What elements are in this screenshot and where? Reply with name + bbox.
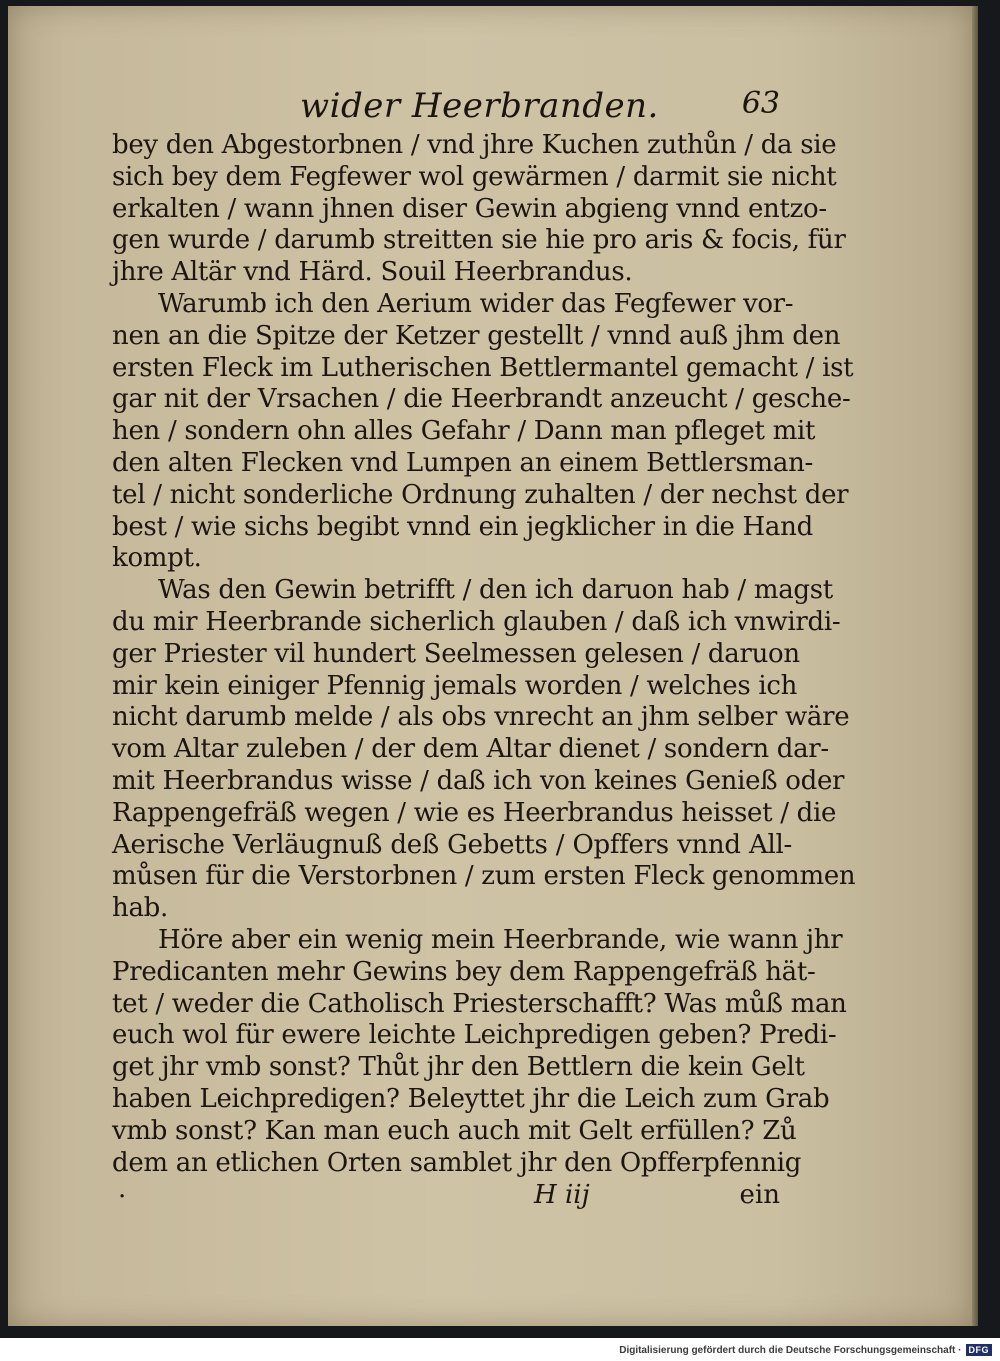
text-line: get jhr vmb sonst? Thůt jhr den Bettlern die kein Gelt [112, 1052, 805, 1083]
text-line: erkalten / wann jhnen diser Gewin abgieng vnnd entzo- [112, 193, 827, 224]
page-number: 63 [741, 86, 780, 121]
text-line: Höre aber ein wenig mein Heerbrande, wie wann jhr [158, 924, 843, 955]
page-footer [112, 1180, 792, 1216]
text-line: best / wie sichs begibt vnnd ein jegklicher in die Hand [112, 511, 813, 542]
text-line: sich bey dem Fegfewer wol gewärmen / darmit sie nicht [112, 161, 837, 192]
text-line: dem an etlichen Orten samblet jhr den Opfferpfennig [112, 1147, 802, 1178]
text-line: den alten Flecken vnd Lumpen an einem Bettlersman- [112, 447, 814, 478]
page-header [300, 84, 780, 124]
digitization-credit [619, 1342, 992, 1358]
page-edge [972, 6, 978, 1326]
text-line: gar nit der Vrsachen / die Heerbrandt anzeucht / gesche- [112, 384, 851, 415]
text-line: vmb sonst? Kan man euch auch mit Gelt erfüllen? Zů [112, 1115, 797, 1146]
text-line: hab. [112, 893, 168, 924]
text-line: kompt. [112, 543, 202, 574]
text-line: ger Priester vil hundert Seelmessen gelesen / daruon [112, 638, 800, 669]
text-line: mir kein einiger Pfennig jemals worden / welches ich [112, 670, 798, 701]
text-line: Rappengefräß wegen / wie es Heerbrandus heisset / die [112, 797, 837, 828]
dfg-logo-icon: DFG [966, 1344, 993, 1356]
text-line: ersten Fleck im Lutherischen Bettlermantel gemacht / ist [112, 352, 854, 383]
text-line: Was den Gewin betrifft / den ich daruon hab / magst [158, 575, 833, 606]
text-line: bey den Abgestorbnen / vnd jhre Kuchen zuthůn / da sie [112, 130, 837, 160]
text-line: tet / weder die Catholisch Priesterschafft? Was můß man [112, 988, 847, 1019]
text-line: mit Heerbrandus wisse / daß ich von keines Genieß oder [112, 765, 845, 796]
text-line: euch wol für ewere leichte Leichpredigen geben? Predi- [112, 1020, 837, 1051]
text-line: nicht darumb melde / als obs vnrecht an jhm selber wäre [112, 702, 850, 733]
footer-mark: · [118, 1182, 127, 1212]
credit-text: Digitalisierung gefördert durch die Deutsche Forschungsgemeinschaft · [619, 1344, 962, 1356]
text-line: tel / nicht sonderliche Ordnung zuhalten / der nechst der [112, 479, 849, 510]
body-text [112, 130, 856, 1179]
running-title: wider Heerbranden. [300, 86, 659, 126]
text-line: du mir Heerbrande sicherlich glauben / daß ich vnwirdi- [112, 606, 841, 637]
text-line: haben Leichpredigen? Beleyttet jhr die Leich zum Grab [112, 1083, 830, 1114]
signature-mark: H iij [534, 1180, 590, 1210]
text-line: Aerische Verläugnuß deß Gebetts / Opffers vnnd All- [112, 829, 792, 860]
catchword: ein [739, 1180, 780, 1210]
text-line: Predicanten mehr Gewins bey dem Rappengefräß hät- [112, 956, 816, 987]
text-line: Warumb ich den Aerium wider das Fegfewer vor- [158, 288, 794, 319]
text-line: jhre Altär vnd Härd. Souil Heerbrandus. [112, 257, 633, 288]
text-line: můsen für die Verstorbnen / zum ersten Fleck genommen [112, 861, 856, 892]
text-line: vom Altar zuleben / der dem Altar dienet / sondern dar- [112, 734, 829, 765]
text-line: nen an die Spitze der Ketzer gestellt / vnnd auß jhm den [112, 320, 841, 351]
text-line: hen / sondern ohn alles Gefahr / Dann man pfleget mit [112, 416, 816, 447]
text-line: gen wurde / darumb streitten sie hie pro aris & focis, für [112, 225, 846, 256]
